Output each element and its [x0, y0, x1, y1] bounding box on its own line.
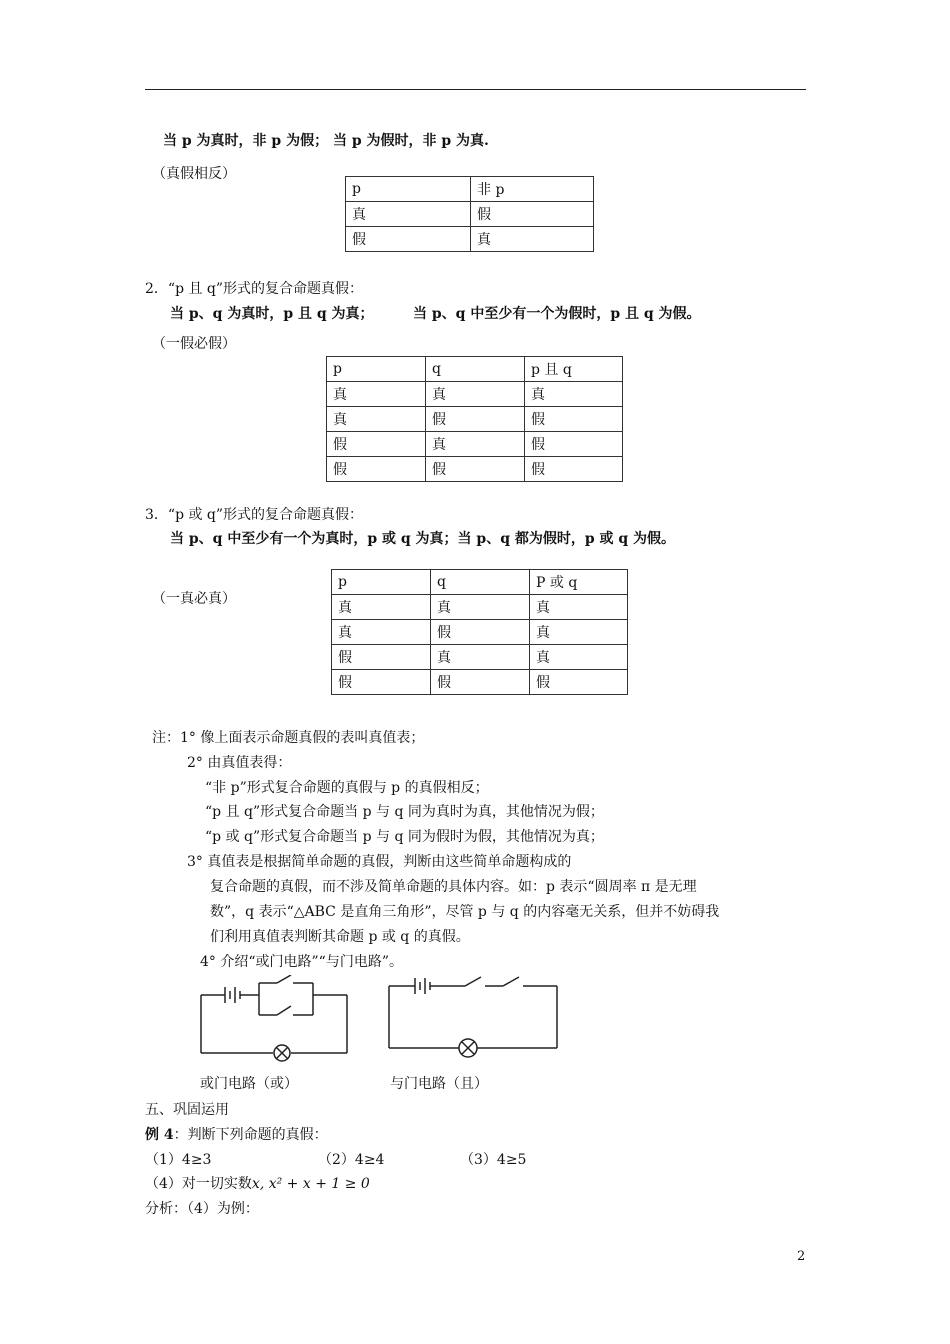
- or-rule: 当 p、q 中至少有一个为真时，p 或 q 为真；当 p、q 都为假时，p 或 q 为假。: [170, 531, 676, 547]
- question-3: （3）4≥5: [460, 1152, 527, 1168]
- note-3d: 们利用真值表判断其命题 p 或 q 的真假。: [210, 929, 470, 945]
- table-row: [332, 645, 628, 670]
- question-1: （1）4≥3: [145, 1152, 212, 1168]
- analysis-line: 分析：（4）为例：: [145, 1201, 259, 1217]
- example-text: ：判断下列命题的真假：: [173, 1127, 328, 1143]
- note-3c: 数”，q 表示“△ABC 是直角三角形”，尽管 p 与 q 的内容毫无关系，但并不妨碍我: [210, 904, 720, 920]
- table-cell: 假: [431, 670, 530, 695]
- table-row: [327, 407, 623, 432]
- table-row: [327, 457, 623, 482]
- table-header-row: [346, 177, 594, 202]
- table-cell: 假: [426, 457, 525, 482]
- and-circuit-diagram: [385, 968, 563, 1065]
- table-cell: 假: [471, 202, 594, 227]
- practice-heading: 五、巩固运用: [145, 1102, 229, 1118]
- and-note: （一假必假）: [152, 336, 236, 352]
- question-4-formula: x, x² + x + 1 ≥ 0: [251, 1176, 370, 1192]
- not-note: （真假相反）: [152, 166, 236, 182]
- or-truth-table: [331, 569, 628, 695]
- header-cell: p: [327, 357, 426, 382]
- or-heading: 3．“p 或 q”形式的复合命题真假：: [145, 507, 364, 523]
- table-header-row: [332, 570, 628, 595]
- and-heading: 2．“p 且 q”形式的复合命题真假：: [145, 281, 364, 297]
- table-cell: 真: [346, 202, 471, 227]
- note-3b: 复合命题的真假，而不涉及简单命题的具体内容。如：p 表示“圆周率 π 是无理: [210, 879, 697, 895]
- table-cell: 真: [327, 407, 426, 432]
- header-cell: q: [426, 357, 525, 382]
- table-cell: 真: [431, 595, 530, 620]
- table-cell: 真: [332, 620, 431, 645]
- table-cell: 真: [530, 645, 628, 670]
- table-cell: 假: [525, 457, 623, 482]
- table-row: [327, 382, 623, 407]
- note-2c: “p 或 q”形式复合命题当 p 与 q 同为假时为假，其他情况为真；: [205, 829, 604, 845]
- or-note: （一真必真）: [152, 591, 236, 607]
- question-2: （2）4≥4: [318, 1152, 385, 1168]
- header-cell: 非 p: [471, 177, 594, 202]
- and-truth-table: [326, 356, 623, 482]
- table-cell: 真: [525, 382, 623, 407]
- table-cell: 假: [327, 457, 426, 482]
- header-cell: p: [332, 570, 431, 595]
- table-cell: 真: [530, 620, 628, 645]
- note-2: 2° 由真值表得：: [187, 755, 292, 771]
- table-cell: 假: [525, 407, 623, 432]
- table-cell: 假: [426, 407, 525, 432]
- header-cell: q: [431, 570, 530, 595]
- or-circuit-caption: 或门电路（或）: [200, 1076, 298, 1092]
- note-3a: 3° 真值表是根据简单命题的真假，判断由这些简单命题构成的: [187, 854, 572, 870]
- table-cell: 假: [332, 670, 431, 695]
- table-cell: 真: [426, 382, 525, 407]
- note-4: 4° 介绍“或门电路”“与门电路”。: [200, 954, 403, 970]
- table-cell: 假: [346, 227, 471, 252]
- table-cell: 真: [332, 595, 431, 620]
- note-2b: “p 且 q”形式复合命题当 p 与 q 同为真时为真，其他情况为假；: [205, 804, 604, 820]
- table-row: [346, 202, 594, 227]
- table-cell: 假: [530, 670, 628, 695]
- header-cell: p: [346, 177, 471, 202]
- or-circuit-diagram: [195, 975, 355, 1065]
- table-cell: 假: [327, 432, 426, 457]
- table-row: [346, 227, 594, 252]
- and-rule-a: 当 p、q 为真时，p 且 q 为真；: [170, 306, 374, 322]
- table-row: [327, 432, 623, 457]
- and-rule-b: 当 p、q 中至少有一个为假时，p 且 q 为假。: [413, 306, 701, 322]
- table-cell: 假: [525, 432, 623, 457]
- table-row: [332, 670, 628, 695]
- not-truth-table: [345, 176, 594, 252]
- table-cell: 真: [471, 227, 594, 252]
- note-2a: “非 p”形式复合命题的真假与 p 的真假相反；: [205, 780, 489, 796]
- table-row: [332, 620, 628, 645]
- table-cell: 真: [530, 595, 628, 620]
- table-cell: 假: [431, 620, 530, 645]
- table-cell: 真: [431, 645, 530, 670]
- table-cell: 真: [426, 432, 525, 457]
- table-header-row: [327, 357, 623, 382]
- and-circuit-caption: 与门电路（且）: [390, 1076, 488, 1092]
- table-cell: 假: [332, 645, 431, 670]
- question-4: [145, 1173, 370, 1193]
- header-rule: [145, 89, 806, 90]
- page-number: 2: [797, 1249, 806, 1264]
- question-4-prefix: （4）对一切实数: [145, 1176, 252, 1192]
- table-cell: 真: [327, 382, 426, 407]
- note-1: 注：1° 像上面表示命题真假的表叫真值表；: [152, 730, 425, 746]
- header-cell: p 且 q: [525, 357, 623, 382]
- header-cell: P 或 q: [530, 570, 628, 595]
- example-label: 例 4: [145, 1127, 174, 1143]
- example-line: [145, 1124, 328, 1144]
- not-rule: 当 p 为真时，非 p 为假； 当 p 为假时，非 p 为真.: [163, 133, 489, 149]
- table-row: [332, 595, 628, 620]
